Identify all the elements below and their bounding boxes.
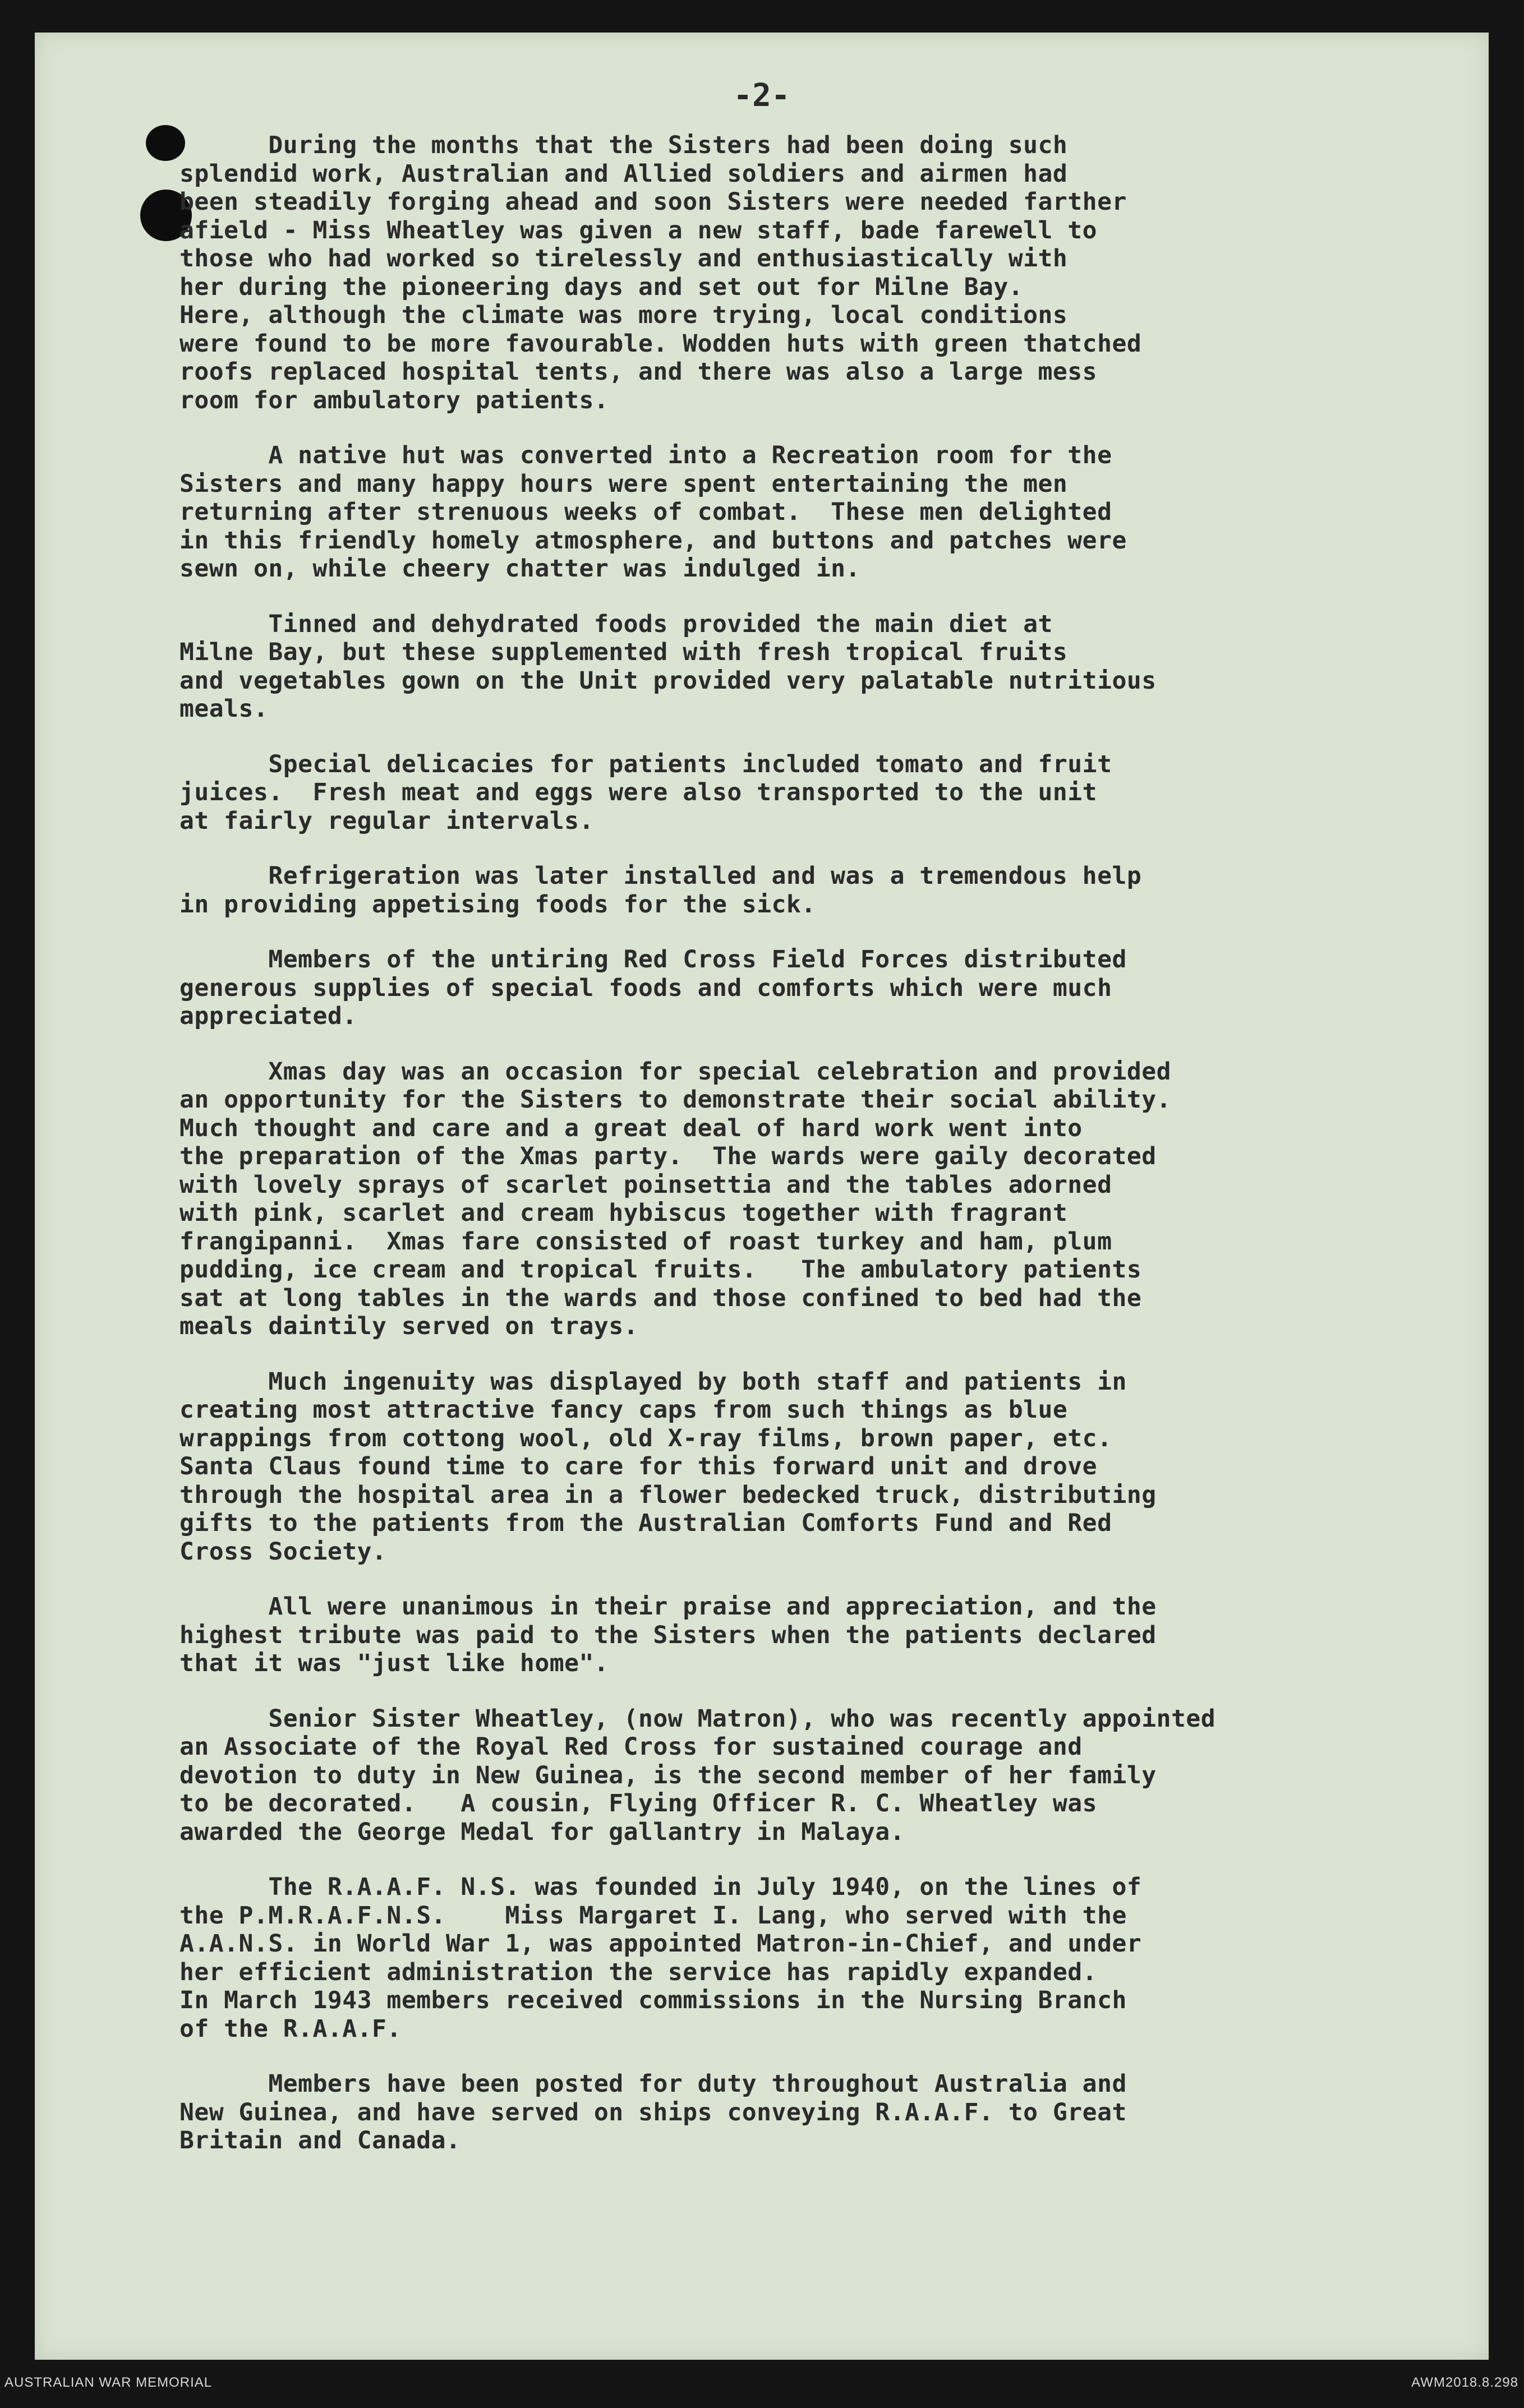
text-line: juices. Fresh meat and eggs were also transported to the unit: [179, 778, 1098, 806]
text-line: the preparation of the Xmas party. The wards were gaily decorated: [179, 1142, 1157, 1170]
paragraph: [179, 750, 1425, 836]
paragraph: [179, 1368, 1425, 1566]
text-line: All were unanimous in their praise and appreciation, and the: [179, 1593, 1157, 1621]
text-line: Refrigeration was later installed and was a tremendous help: [179, 862, 1142, 890]
text-line: in this friendly homely atmosphere, and buttons and patches were: [179, 526, 1127, 555]
text-line: wrappings from cottong wool, old X-ray films, brown paper, etc.: [179, 1424, 1112, 1452]
text-line: Sisters and many happy hours were spent entertaining the men: [179, 469, 1068, 498]
text-line: roofs replaced hospital tents, and there was also a large mess: [179, 358, 1098, 386]
text-line: to be decorated. A cousin, Flying Officer R. C. Wheatley was: [179, 1789, 1098, 1817]
text-line: gifts to the patients from the Australian Comforts Fund and Red: [179, 1509, 1112, 1537]
text-line: pudding, ice cream and tropical fruits. The ambulatory patients: [179, 1256, 1142, 1284]
text-line: Britain and Canada.: [179, 2126, 461, 2155]
text-line: afield - Miss Wheatley was given a new staff, bade farewell to: [179, 216, 1098, 245]
text-line: those who had worked so tirelessly and enthusiastically with: [179, 245, 1068, 273]
text-line: been steadily forging ahead and soon Sisters were needed farther: [179, 188, 1127, 216]
text-line: In March 1943 members received commissions in the Nursing Branch: [179, 1986, 1127, 2014]
text-line: highest tribute was paid to the Sisters when the patients declared: [179, 1621, 1157, 1649]
text-line: room for ambulatory patients.: [179, 386, 609, 414]
text-line: splendid work, Australian and Allied soldiers and airmen had: [179, 159, 1068, 188]
text-line: Here, although the climate was more trying, local conditions: [179, 301, 1068, 329]
text-line: sewn on, while cheery chatter was indulged in.: [179, 555, 860, 583]
paragraph: [179, 1873, 1425, 2043]
text-line: with lovely sprays of scarlet poinsettia and the tables adorned: [179, 1170, 1112, 1199]
text-line: at fairly regular intervals.: [179, 806, 594, 835]
text-line: returning after strenuous weeks of combat. These men delighted: [179, 498, 1112, 526]
text-line: Santa Claus found time to care for this forward unit and drove: [179, 1452, 1098, 1480]
text-line: awarded the George Medal for gallantry in Malaya.: [179, 1817, 905, 1846]
text-line: generous supplies of special foods and comforts which were much: [179, 974, 1112, 1002]
text-line: were found to be more favourable. Wodden huts with green thatched: [179, 329, 1142, 358]
text-line: The R.A.A.F. N.S. was founded in July 1940, on the lines of: [179, 1873, 1142, 1901]
text-line: her efficient administration the service has rapidly expanded.: [179, 1958, 1098, 1986]
text-line: Much ingenuity was displayed by both staff and patients in: [179, 1367, 1127, 1396]
paragraph: [179, 945, 1425, 1031]
paragraph: [179, 441, 1425, 583]
text-line: Tinned and dehydrated foods provided the main diet at: [179, 610, 1053, 638]
paragraph: [179, 2070, 1425, 2155]
text-line: her during the pioneering days and set out for Milne Bay.: [179, 273, 1024, 301]
text-line: Milne Bay, but these supplemented with fresh tropical fruits: [179, 638, 1068, 666]
document-page: [35, 33, 1489, 2360]
text-line: creating most attractive fancy caps from such things as blue: [179, 1396, 1068, 1424]
paragraph: [179, 1058, 1425, 1341]
text-line: and vegetables gown on the Unit provided very palatable nutritious: [179, 666, 1157, 695]
text-line: Senior Sister Wheatley, (now Matron), who was recently appointed: [179, 1704, 1216, 1733]
text-line: Xmas day was an occasion for special celebration and provided: [179, 1057, 1172, 1086]
footer-accession-number: AWM2018.8.298: [1411, 2375, 1518, 2390]
text-line: During the months that the Sisters had been doing such: [179, 131, 1068, 159]
text-line: Members of the untiring Red Cross Field Forces distributed: [179, 945, 1127, 974]
text-line: frangipanni. Xmas fare consisted of roast turkey and ham, plum: [179, 1227, 1112, 1256]
text-line: that it was "just like home".: [179, 1649, 609, 1677]
text-line: appreciated.: [179, 1002, 357, 1030]
text-line: meals.: [179, 695, 269, 723]
paragraph: [179, 1593, 1425, 1678]
text-line: an opportunity for the Sisters to demonstrate their social ability.: [179, 1086, 1172, 1114]
text-line: Members have been posted for duty throughout Australia and: [179, 2070, 1127, 2098]
text-line: New Guinea, and have served on ships conveying R.A.A.F. to Great: [179, 2098, 1127, 2126]
paragraph: [179, 1705, 1425, 1847]
text-line: sat at long tables in the wards and those confined to bed had the: [179, 1284, 1142, 1312]
footer-archive-name: AUSTRALIAN WAR MEMORIAL: [4, 2375, 213, 2390]
text-line: A native hut was converted into a Recreation room for the: [179, 441, 1112, 469]
document-body: [179, 131, 1425, 2182]
text-line: Much thought and care and a great deal of hard work went into: [179, 1114, 1083, 1142]
text-line: A.A.N.S. in World War 1, was appointed Matron-in-Chief, and under: [179, 1930, 1142, 1958]
page-number: -2-: [733, 77, 790, 114]
paragraph: [179, 131, 1425, 414]
text-line: with pink, scarlet and cream hybiscus together with fragrant: [179, 1199, 1068, 1227]
text-line: Cross Society.: [179, 1537, 387, 1566]
text-line: Special delicacies for patients included tomato and fruit: [179, 750, 1112, 778]
text-line: devotion to duty in New Guinea, is the second member of her family: [179, 1761, 1157, 1789]
text-line: of the R.A.A.F.: [179, 2014, 402, 2043]
paragraph: [179, 610, 1425, 723]
text-line: meals daintily served on trays.: [179, 1312, 639, 1340]
text-line: an Associate of the Royal Red Cross for sustained courage and: [179, 1733, 1083, 1761]
text-line: through the hospital area in a flower bedecked truck, distributing: [179, 1480, 1157, 1509]
text-line: in providing appetising foods for the sick.: [179, 890, 816, 919]
paragraph: [179, 862, 1425, 919]
text-line: the P.M.R.A.F.N.S. Miss Margaret I. Lang, who served with the: [179, 1901, 1127, 1930]
